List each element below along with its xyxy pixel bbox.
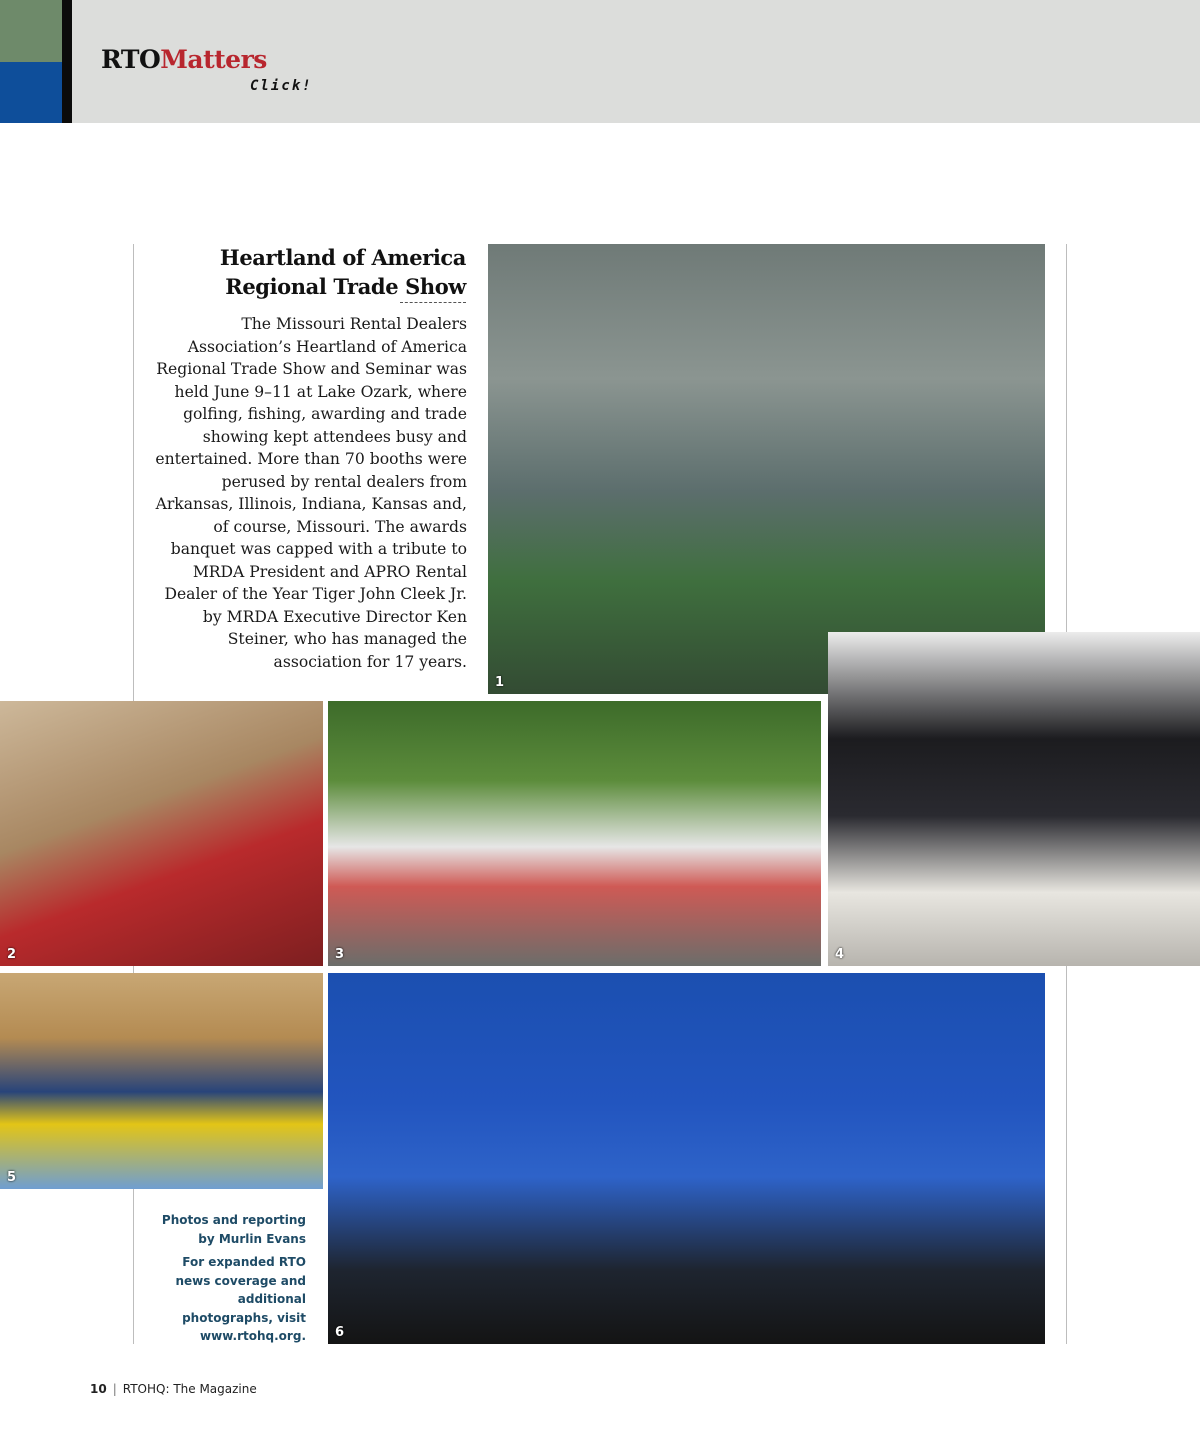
photo-number: 6 <box>335 1325 345 1340</box>
logo-rto: RTO <box>101 45 161 74</box>
photo-number: 2 <box>7 947 17 962</box>
section-label: Click! <box>250 78 313 94</box>
photo-number: 3 <box>335 947 345 962</box>
article-body: The Missouri Rental Dealers Association’s Heartland of America Regional Trade Show and Seminar was held June 9–11 at Lake Ozark, where golfing, fishing, awarding and trade showing kept attendees busy and entertained. More than 70 booths were perused by rental dealers from Arkansas, Illinois, Indiana, Kansas and, of course, Missouri. The awards banquet was capped with a tribute to MRDA President and APRO Rental Dealer of the Year Tiger John Cleek Jr. by MRDA Executive Director Ken Steiner, who has managed the association for 17 years. <box>155 315 467 671</box>
header-blue-tab <box>0 62 62 123</box>
photo-booth <box>828 632 1200 966</box>
photo-group <box>328 973 1045 1344</box>
photo-attendees <box>0 973 323 1189</box>
headline-line-1: Heartland of America <box>219 245 466 270</box>
photo-number: 4 <box>835 947 845 962</box>
page-footer <box>90 1382 257 1396</box>
headline-dashed-rule <box>400 302 466 303</box>
photo-number: 5 <box>7 1170 17 1185</box>
logo-matters: Matters <box>160 45 267 74</box>
header-black-bar <box>62 0 72 123</box>
headline-line-2: Regional Trade Show <box>225 274 466 299</box>
photo-credits <box>148 1211 306 1346</box>
publication-name: RTOHQ: The Magazine <box>122 1382 257 1396</box>
photo-credit: Photos and reporting by Murlin Evans <box>161 1213 306 1246</box>
rto-matters-logo <box>101 46 267 74</box>
photo-number: 1 <box>495 675 505 690</box>
website-note: For expanded RTO news coverage and additional photographs, visit www.rtohq.org. <box>175 1255 306 1343</box>
page-number: 10 <box>90 1382 107 1396</box>
photo-golfers <box>328 701 821 966</box>
photo-couple <box>0 701 323 966</box>
photo-fishing <box>488 244 1045 694</box>
header-green-tab <box>0 0 62 62</box>
footer-separator: | <box>112 1382 117 1396</box>
article-headline <box>150 243 466 301</box>
